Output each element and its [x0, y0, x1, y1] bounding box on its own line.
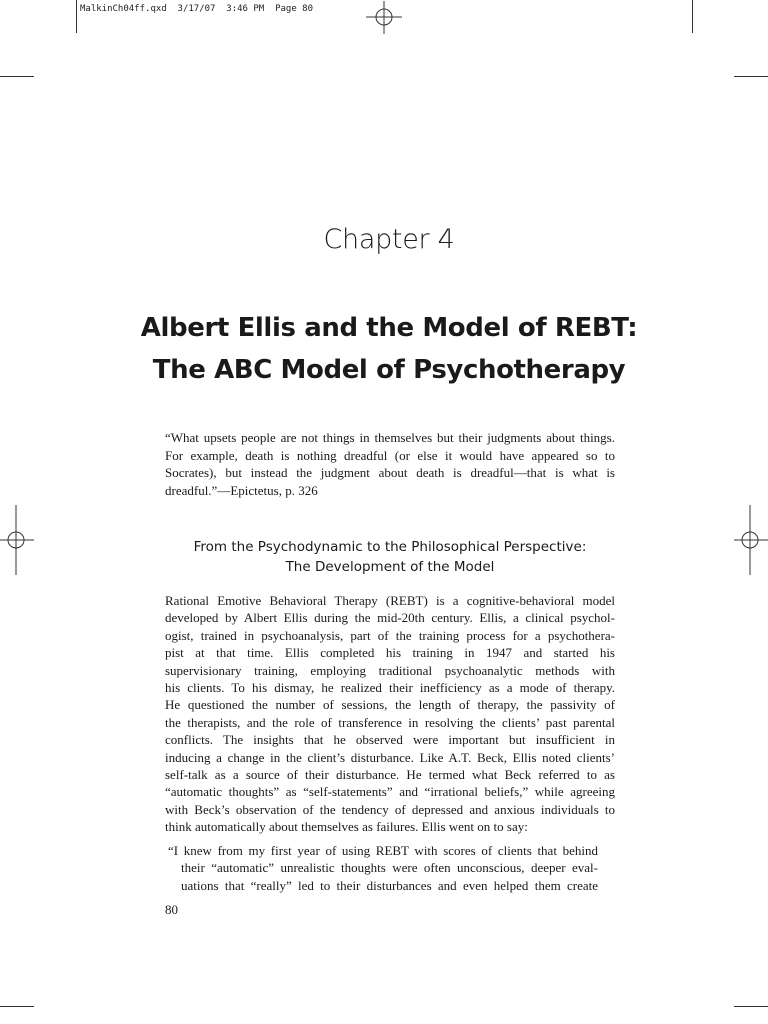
body-line: “automatic thoughts” as “self-statements” and “irrational beliefs,” while agreeing: [165, 784, 615, 800]
chapter-title-line-2: The ABC Model of Psychotherapy: [152, 355, 626, 385]
epigraph-quote: “What upsets people are not things in themselves but their judgments about things. For example, death is nothing dreadful (or else it would have appeared so to Socrates), but instead the judgment about death is dreadful—that is what is dreadful.”—Epictetus, p. 326: [165, 430, 615, 498]
body-line: inducing a change in the client’s disturbance. Like A.T. Beck, Ellis noted clients’: [165, 749, 615, 765]
page-number: 80: [165, 902, 178, 917]
chapter-title-line-1: Albert Ellis and the Model of REBT:: [140, 313, 638, 343]
body-line: self-talk as a source of their disturbance. He termed what Beck referred to as: [165, 766, 615, 782]
block-quote-line: “I knew from my first year of using REBT with scores of clients that behind: [168, 843, 598, 858]
block-quote-line: their “automatic” unrealistic thoughts were often unconscious, deeper eval-: [181, 860, 598, 876]
body-line: supervisionary training, employing traditional psychoanalytic methods with: [165, 662, 615, 678]
section-heading-line-2: The Development of the Model: [285, 559, 495, 575]
body-line: developed by Albert Ellis during the mid-20th century. Ellis, a clinical psychol-: [165, 610, 615, 626]
crop-mark-top-left-horizontal: [0, 76, 34, 77]
chapter-title: [0, 307, 768, 391]
chapter-label: Chapter 4: [323, 224, 455, 255]
crop-mark-top-right-vertical: [692, 0, 693, 33]
crop-mark-top-right-horizontal: [734, 76, 768, 77]
registration-mark-top-icon: [366, 1, 402, 35]
body-line: think automatically about themselves as failures. Ellis went on to say:: [165, 819, 528, 835]
body-line: Rational Emotive Behavioral Therapy (REBT) is a cognitive-behavioral model: [165, 593, 615, 608]
body-line: the therapists, and the role of transference in resolving the clients’ past parental: [165, 714, 615, 730]
crop-mark-bottom-right-horizontal: [734, 1006, 768, 1007]
printer-slug: MalkinCh04ff.qxd 3/17/07 3:46 PM Page 80: [80, 4, 313, 14]
block-quote-line: uations that “really” led to their disturbances and even helped them create: [181, 877, 598, 893]
registration-mark-right-icon: [732, 505, 768, 575]
body-line: pist at that time. Ellis completed his training in 1947 and started his: [165, 645, 615, 661]
crop-mark-bottom-left-horizontal: [0, 1006, 34, 1007]
body-line: with Beck’s observation of the tendency of depressed and anxious individuals to: [165, 801, 615, 817]
body-line: ogist, trained in psychoanalysis, part of the training process for a psychothera-: [165, 627, 615, 643]
section-heading: [160, 537, 620, 577]
body-line: He questioned the number of sessions, the length of therapy, the passivity of: [165, 697, 615, 713]
block-quote: [168, 842, 598, 894]
registration-mark-left-icon: [0, 505, 36, 575]
body-paragraph: [165, 592, 615, 835]
section-heading-line-1: From the Psychodynamic to the Philosophical Perspective:: [193, 539, 587, 555]
crop-mark-top-left-vertical: [76, 0, 77, 33]
body-line: his clients. To his dismay, he realized their inefficiency as a mode of therapy.: [165, 679, 615, 695]
body-line: conflicts. The insights that he observed were important but insufficient in: [165, 732, 615, 748]
